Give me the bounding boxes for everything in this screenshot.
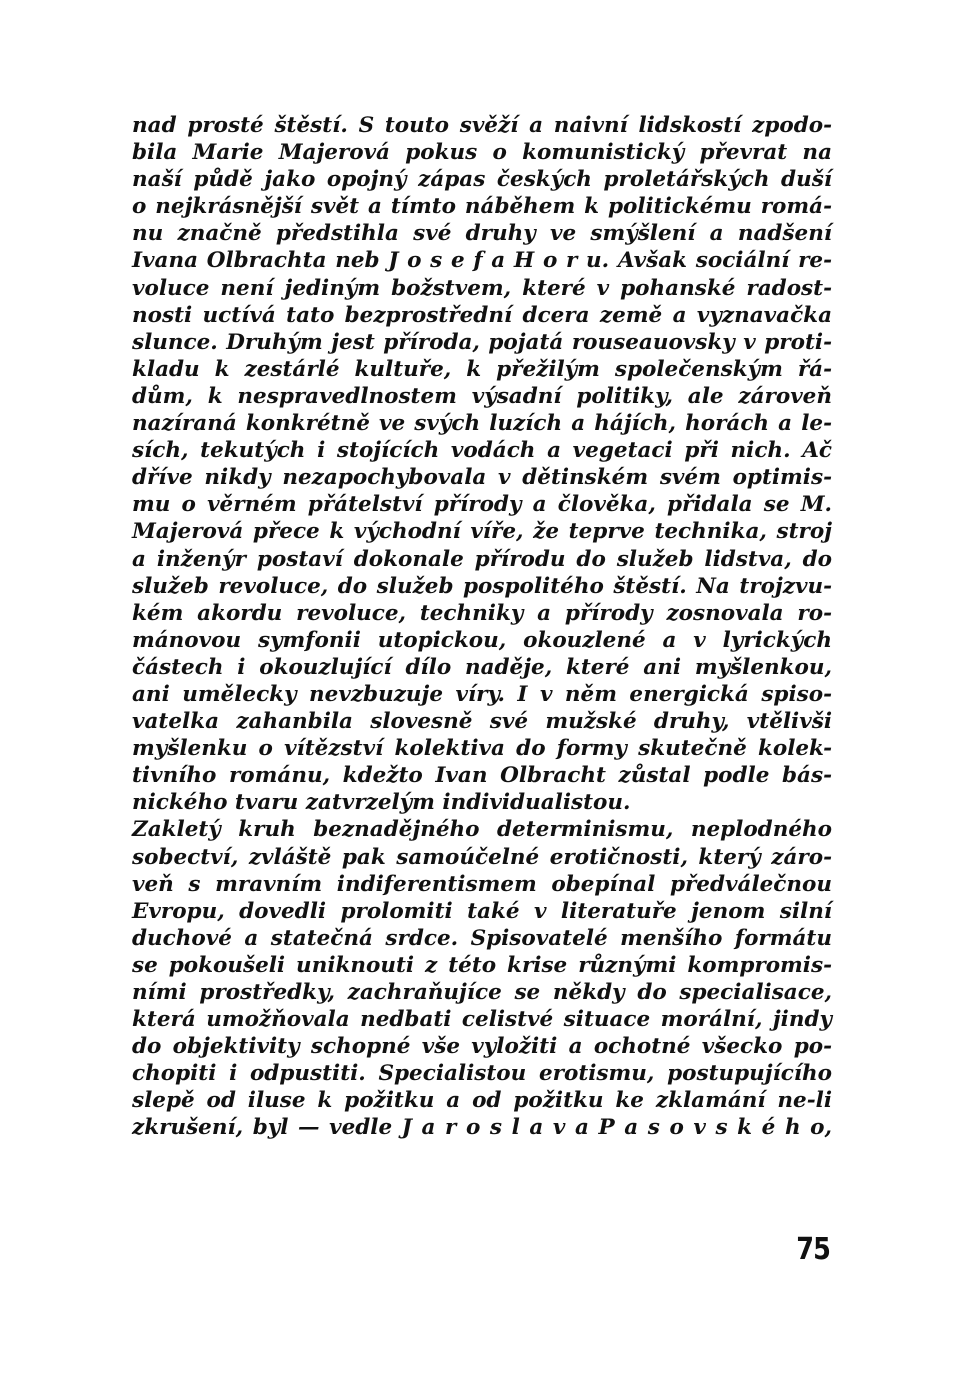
text-line: která umožňovala nedbati celistvé situace morální, jindy — [132, 1007, 832, 1033]
text-line: zkrušení, byl — vedle J a r o s l a v a P a s o v s k é h o, — [132, 1115, 832, 1141]
text-line: slunce. Druhým jest příroda, pojatá rouseauovsky v proti- — [132, 329, 832, 355]
text-line: sobectví, zvláště pak samoúčelné erotičnosti, který záro- — [132, 844, 832, 870]
text-line: nosti uctívá tato bezprostřední dcera země a vyznavačka — [132, 302, 832, 328]
text-line: duchové a statečná srdce. Spisovatelé menšího formátu — [132, 925, 832, 951]
text-line: naší půdě jako opojný zápas českých proletářských duší — [132, 167, 832, 193]
text-line: ními prostředky, zachraňujíce se někdy do specialisace, — [132, 980, 832, 1005]
text-line: částech i okouzlující dílo naděje, které ani myšlenkou, — [132, 654, 832, 680]
text-line: Majerová přece k východní víře, že teprve technika, stroj — [132, 519, 832, 545]
text-line: chopiti i odpustiti. Specialistou erotismu, postupujícího — [132, 1061, 832, 1087]
text-line: nu značně předstihla své druhy ve smýšlení a nadšení — [132, 221, 832, 247]
text-line: voluce není jediným božstvem, které v pohanské radost- — [132, 275, 832, 301]
text-line: ani umělecky nevzbuzuje víry. I v něm energická spiso- — [132, 681, 832, 707]
text-line: mu o věrném přátelství přírody a člověka, přidala se M. — [132, 492, 832, 518]
text-line: kém akordu revoluce, techniky a přírody zosnovala ro- — [132, 600, 832, 626]
paragraph-end-line: nického tvaru zatvrzelým individualistou. — [132, 790, 631, 816]
text-line: Evropu, dovedli prolomiti také v literatuře jenom silní — [132, 898, 832, 924]
text-line: dříve nikdy nezapochybovala v dětinském svém optimis- — [132, 465, 832, 491]
text-line: slepě od iluse k požitku a od požitku ke zklamání ne-li — [132, 1088, 832, 1114]
text-line: služeb revoluce, do služeb pospolitého štěstí. Na trojzvu- — [132, 573, 832, 599]
text-line: tivního románu, kdežto Ivan Olbracht zůstal podle bás- — [132, 763, 832, 789]
text-line: do objektivity schopné vše vyložiti a ochotné všecko po- — [132, 1034, 832, 1060]
text-line: kladu k zestárlé kultuře, k přežilým společenským řá- — [132, 356, 832, 382]
text-line: mánovou symfonii utopickou, okouzlené a v lyrických — [132, 627, 832, 653]
text-line: nad prosté štěstí. S touto svěží a naivní lidskostí zpodo- — [132, 113, 832, 138]
text-line: bila Marie Majerová pokus o komunistický převrat na — [132, 140, 832, 166]
text-line: Zakletý kruh beznadějného determinismu, neplodného — [132, 817, 832, 843]
text-line: myšlenku o vítězství kolektiva do formy skutečně kolek- — [132, 736, 832, 762]
text-line: o nejkrásnější svět a tímto náběhem k politickému romá- — [132, 194, 832, 220]
text-line: dům, k nespravedlnostem výsadní politiky, ale zároveň — [132, 383, 832, 409]
text-line: vatelka zahanbila slovesně své mužské druhy, vtělivši — [132, 709, 832, 735]
text-line: veň s mravním indiferentismem obepínal předválečnou — [132, 871, 832, 897]
text-line: se pokoušeli uniknouti z této krise různými kompromis- — [132, 952, 832, 978]
text-line: Ivana Olbrachta neb J o s e f a H o r u. Avšak sociální re- — [132, 248, 832, 274]
text-line: nazíraná konkrétně ve svých luzích a hájích, horách a le- — [132, 411, 832, 437]
text-line: sích, tekutých i stojících vodách a vegetaci při nich. Ač — [132, 438, 832, 464]
body-text — [132, 112, 832, 1142]
text-line: a inženýr postaví dokonale přírodu do služeb lidstva, do — [132, 546, 832, 572]
page-number: 75 — [796, 1232, 830, 1267]
